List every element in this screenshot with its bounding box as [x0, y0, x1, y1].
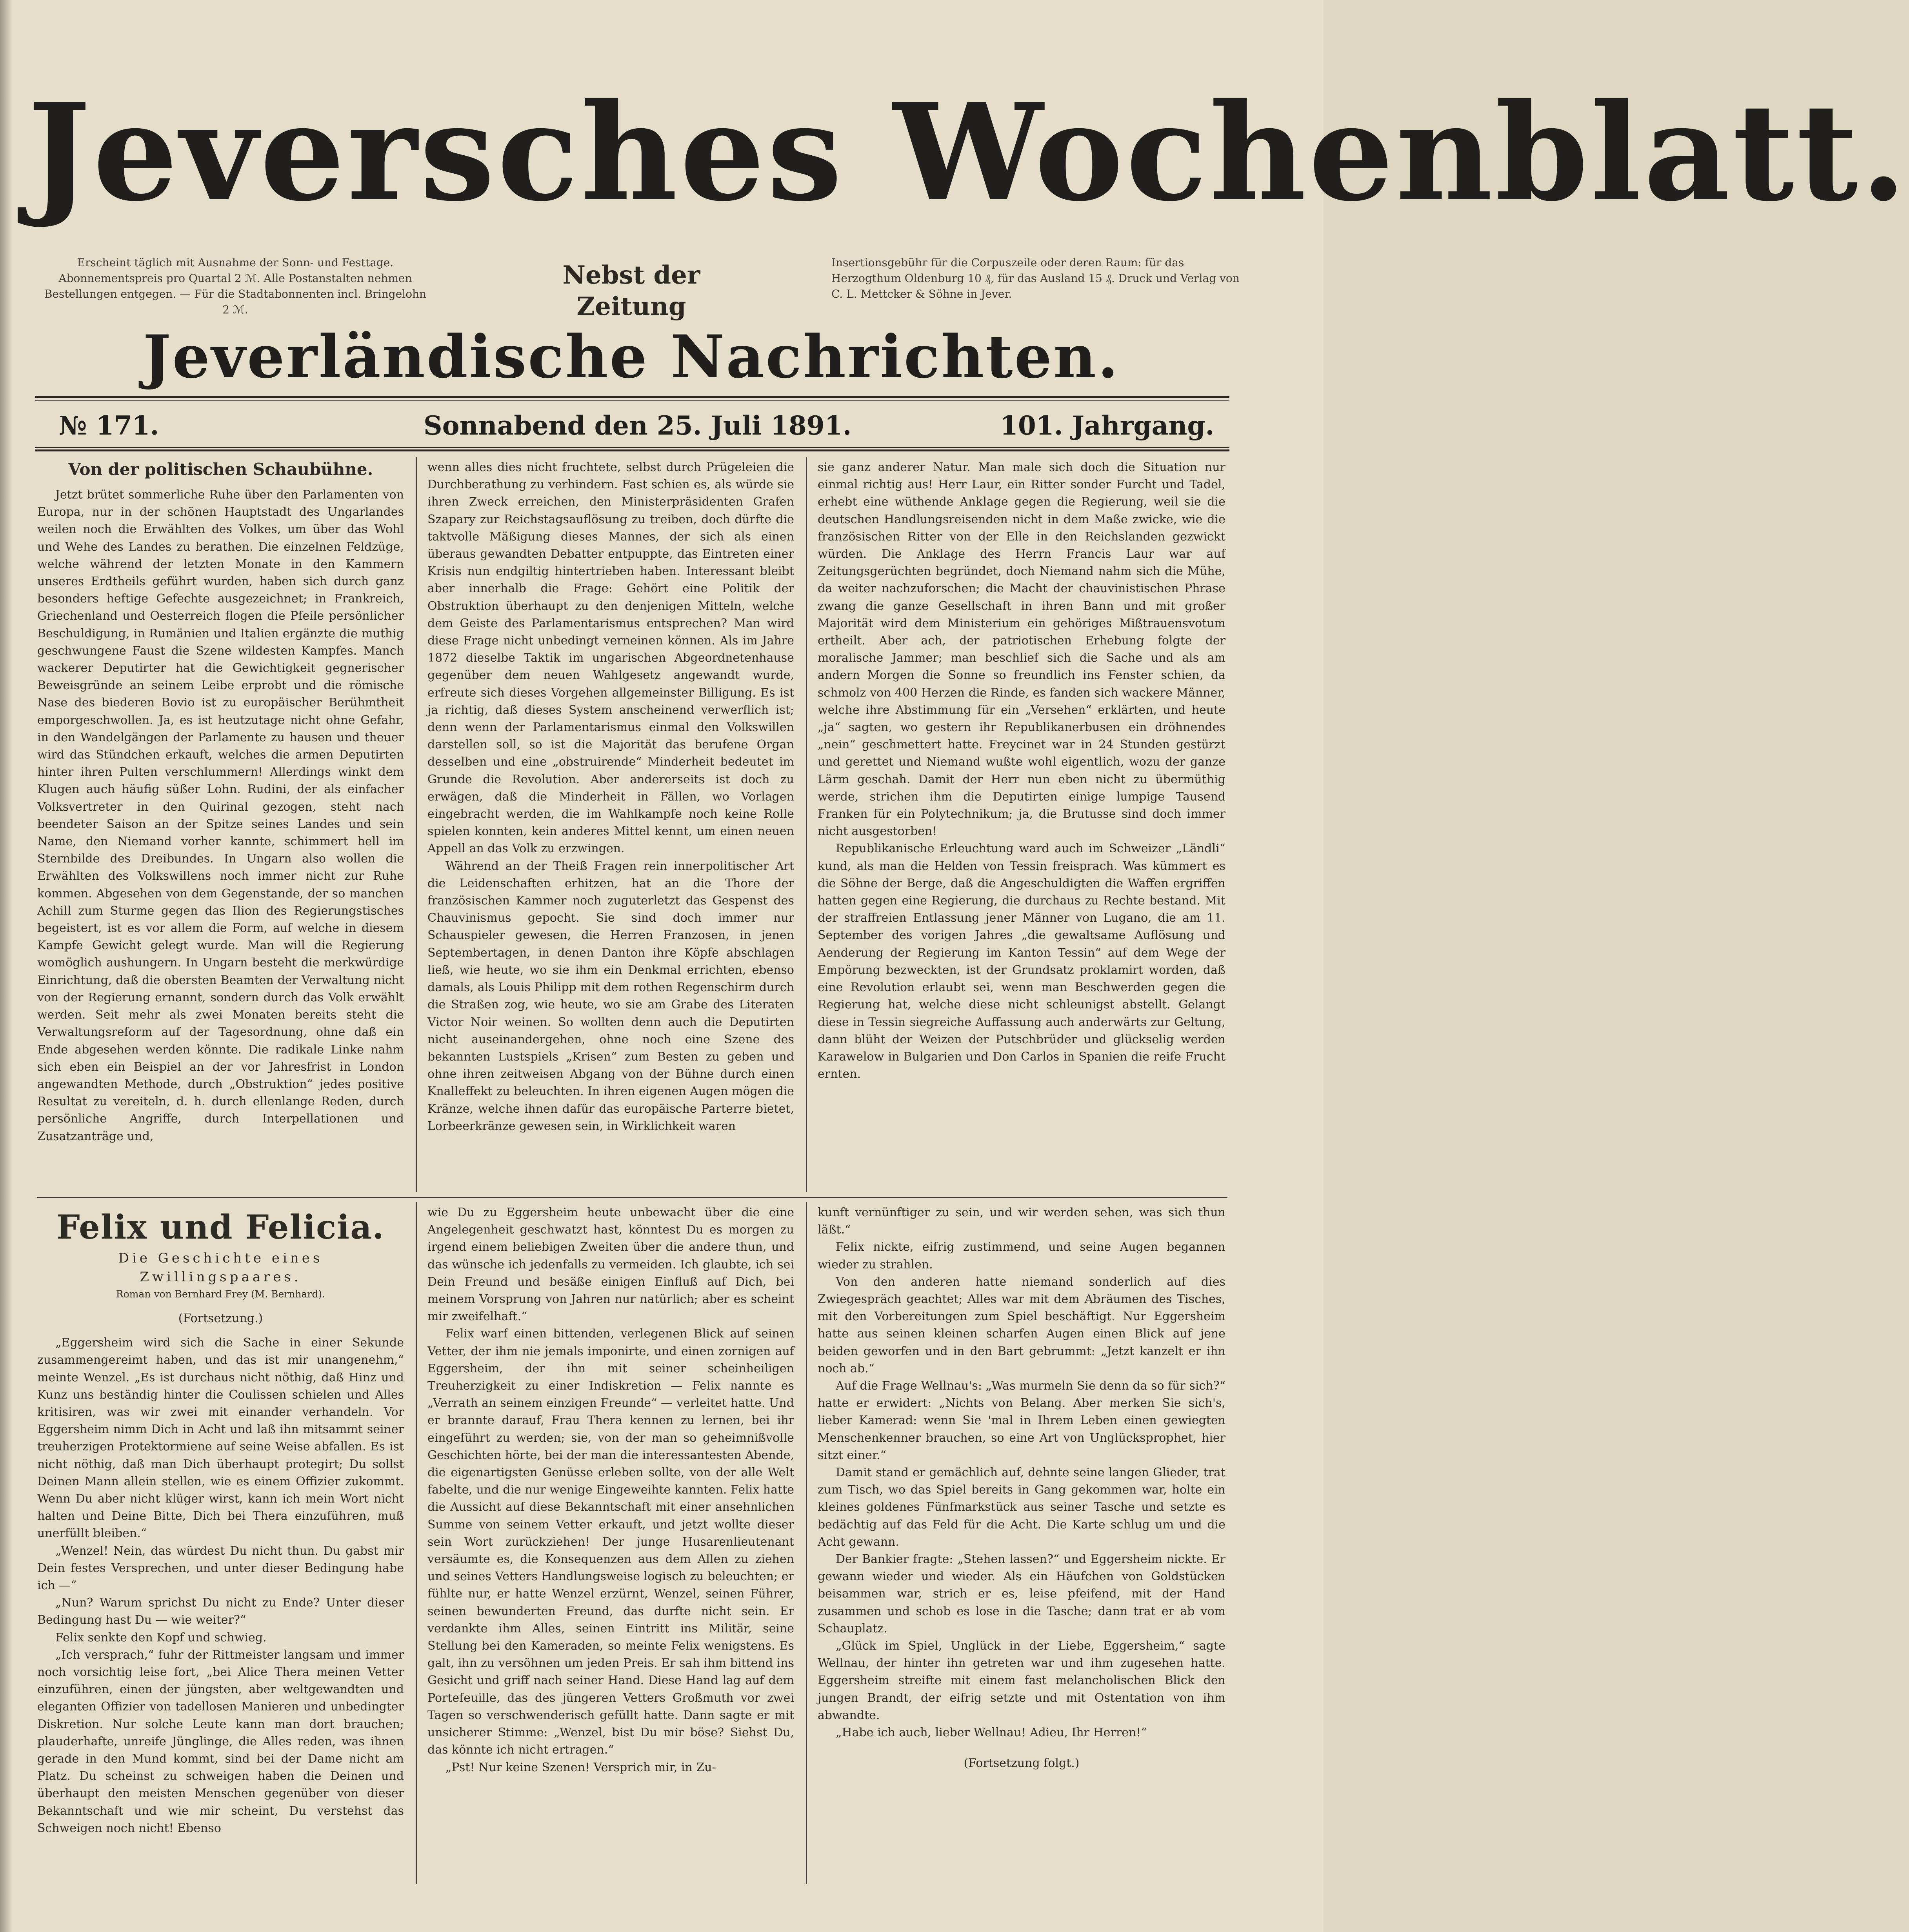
novel-author: Roman von Bernhard Frey (M. Bernhard).	[116, 1288, 325, 1300]
novel-column-3	[818, 1204, 1225, 1884]
article-text: sie ganz anderer Natur. Man male sich doch die Situation nur einmal richtig aus! Herr Laur, ein Ritter sonder Furcht und Tadel, erhebt eine wüthende Anklage gegen die Regierung, weil sie die deutschen Handlungsreisenden nicht in dem Maße zwicke, wie die französischen Ritter von der Elle in den Reichslanden gezwickt würden. Die Anklage des Herrn Francis Laur war auf Zeitungsgerüchten begründet, doch Niemand nahm sich die Mühe, da weiter nachzuforschen; die Macht der chauvinistischen Phrase zwang die ganze Gesellschaft in ihren Bann und mit großer Majorität wird dem Ministerium ein gehöriges Mißtrauensvotum ertheilt. Aber ach, der patriotischen Erhebung folgte der moralische Jammer; man beschlief sich die Sache und als am andern Morgen die Sonne so freundlich ins Fenster schien, da schmolz von 400 Herzen die Rinde, es fanden sich wackere Männer, welche ihre Abstimmung für ein „Versehen“ erklärten, und heute „ja“ sagten, wo gestern ihr Republikanerbusen ein dröhnendes „nein“ geschmettert hatte. Freycinet war in 24 Stunden gestürzt und gerettet und Niemand wußte wohl eigentlich, wozu der ganze Lärm geschah. Damit der Herr nun eben nicht zu übermüthig werde, strichen ihm die Deputirten einige lumpige Tausend Franken für ein Polytechnikum; ja, die Brutusse sind doch immer nicht ausgestorben!	[818, 460, 1225, 839]
novel-paragraph: Damit stand er gemächlich auf, dehnte seine langen Glieder, trat zum Tisch, wo das Spiel bereits in Gang gekommen war, holte ein kleines goldenes Fünfmarkstück aus seiner Tasche und setzte es bedächtig auf das Feld für die Acht. Die Karte schlug um und die Acht gewann.	[818, 1466, 1225, 1549]
masthead-subtitle: Jeverländische Nachrichten.	[143, 322, 1120, 391]
novel-paragraph: Felix warf einen bittenden, verlegenen Blick auf seinen Vetter, der ihm nie jemals imponirte, und einen zornigen auf Eggersheim, der ihn mit seiner scheinheiligen Treuherzigkeit zu einer Indiskretion — Felix nannte es „Verrath an seinem einzigen Freunde“ — verleitet hatte. Und er brannte darauf, Frau Thera kennen zu lernen, bei ihr eingeführt zu werden; sie, von der man so geheimnißvolle Geschichten hörte, bei der man die interessantesten Abende, die eigenartigsten Genüsse erleben sollte, von der alle Welt fabelte, und die nur wenige Eingeweihte kannten. Felix hatte die Aussicht auf diese Bekanntschaft mit einer ansehnlichen Summe von seinem Vetter erkauft, und jetzt wollte dieser sein Wort zurückziehen! Der junge Husarenlieutenant versäumte es, die Konsequenzen aus dem Allen zu ziehen und seines Vetters Handlungsweise logisch zu beleuchten; er fühlte nur, er hatte Wenzel erzürnt, Wenzel, seinen Führer, seinen bewunderten Freund, das durfte nicht sein. Er verdankte ihm Alles, seinen Eintritt ins Militär, seine Stellung bei den Kameraden, so meinte Felix wenigstens. Es galt, ihn zu versöhnen um jeden Preis. Er sah ihm bittend ins Gesicht und griff nach seiner Hand. Diese Hand lag auf dem Portefeuille, das des jüngeren Vetters Großmuth vor zwei Tagen so verschwenderisch gefüllt hatte. Dann sagte er mit unsicherer Stimme: „Wenzel, bist Du mir böse? Siehst Du, das könnte ich nicht ertragen.“	[427, 1327, 794, 1757]
article-column-1	[37, 456, 404, 1193]
novel-column-1	[37, 1202, 404, 1884]
section-divider	[37, 1197, 1227, 1198]
article-text: Während an der Theiß Fragen rein innerpolitischer Art die Leidenschaften erhitzen, hat an die Thore der französischen Kammer noch zuguterletzt das Gespenst des Chauvinismus gepocht. Sie sind doch immer nur Schauspieler gewesen, die Herren Franzosen, in jenen Septembertagen, in denen Danton ihre Köpfe abschlagen ließ, wie heute, wo sie ihm ein Denkmal errichten, ebenso damals, als Louis Philipp mit dem rothen Regenschirm durch die Straßen zog, wie heute, wo sie am Grabe des Literaten Victor Noir weinen. So wollten denn auch die Deputirten nicht auseinandergehen, ohne noch eine Szene des bekannten Lustspiels „Krisen“ zum Besten zu geben und ohne ihren zeitweisen Abgang von der Bühne durch einen Knalleffekt zu beleuchten. In ihren eigenen Augen mögen die Kränze, welche ihnen dafür das europäische Parterre bietet, Lorbeerkränze gewesen sein, in Wirklichkeit waren	[427, 859, 794, 1133]
article-text: wenn alles dies nicht fruchtete, selbst durch Prügeleien die Durchberathung zu verhindern. Fast schien es, als würde sie ihren Zweck erreichen, den Ministerpräsidenten Grafen Szapary zur Reichstagsauflösung zu treiben, doch dürfte die taktvolle Mäßigung dieses Mannes, der sich als einen überaus gewandten Debatter entpuppte, das Eintreten einer Krisis nun endgiltig hintertrieben haben. Interessant bleibt aber innerhalb die Frage: Gehört eine Politik der Obstruktion überhaupt zu den denjenigen Mitteln, welche dem Geiste des Parlamentarismus entsprechen? Man wird diese Frage nicht unbedingt verneinen können. Als im Jahre 1872 dieselbe Taktik im ungarischen Abgeordnetenhause gegenüber dem neuen Wahlgesetz angewandt wurde, erfreute sich dieses Vorgehen allgemeinster Billigung. Es ist ja richtig, daß dieses System anscheinend verwerflich ist; denn wenn der Parlamentarismus einmal den Volkswillen darstellen soll, so ist die Majorität das berufene Organ desselben und eine „obstruirende“ Minderheit bedeutet im Grunde die Revolution. Aber andererseits ist doch zu erwägen, daß die Minderheit in Fällen, wo Vorlagen eingebracht werden, die im Wahlkampfe noch keine Rolle spielen konnten, kein anderes Mittel kennt, um einen neuen Appell an das Volk zu erzwingen.	[427, 460, 794, 856]
article-text: Jetzt brütet sommerliche Ruhe über den Parlamenten von Europa, nur in der schönen Hauptstadt des Ungarlandes weilen noch die Erwählten des Volkes, um über das Wohl und Wehe des Landes zu berathen. Die einzelnen Feldzüge, welche während der letzten Monate in den Kammern unseres Erdtheils geführt wurden, haben sich durch ganz besonders heftige Gefechte ausgezeichnet; in Frankreich, Griechenland und Oesterreich flogen die Pfeile persönlicher Beschuldigung, in Rumänien und Italien ergänzte die muthig geschwungene Faust die Szene wildesten Kampfes. Manch wackerer Deputirter hat die Gewichtigkeit gegnerischer Beweisgründe an seinem Leibe erprobt und die römische Nase des biederen Bovio ist zu europäischer Berühmtheit emporgeschwollen. Ja, es ist heutzutage nicht ohne Gefahr, in den Wandelgängen der Parlamente zu hausen und theuer wird das Stündchen erkauft, welches die armen Deputirten hinter ihren Pulten verschlummern! Allerdings winkt dem Klugen auch häufig süßer Lohn. Rudini, der als einfacher Volksvertreter in den Quirinal gezogen, steht nach beendeter Saison an der Spitze seines Landes und sein Name, den Niemand vorher kannte, schimmert hell im Sternbilde des Dreibundes. In Ungarn also wollen die Erwählten des Volkswillens noch immer nicht zur Ruhe kommen. Abgesehen von dem Gegenstande, der so manchen Achill zum Sturme gegen das Ilion des Regierungstisches begeistert, ist es vor allem die Form, auf welche in diesem Kampfe Gewicht gelegt wurde. Man will die Regierung womöglich aushungern. In Ungarn besteht die merkwürdige Einrichtung, daß die obersten Beamten der Verwaltung nicht von der Regierung ernannt, sondern durch das Volk erwählt werden. Seit mehr als zwei Monaten bereits steht die Verwaltungsreform auf der Tagesordnung, ohne daß ein Ende abgesehen werden könnte. Die radikale Linke nahm sich eben ein Beispiel an der vor Jahresfrist in London angewandten Methode, durch „Obstruktion“ jedes positive Resultat zu vereiteln, d. h. durch ellenlange Reden, durch persönliche Angriffe, durch Interpellationen und Zusatzanträge und,	[37, 488, 404, 1143]
novel-paragraph: „Glück im Spiel, Unglück in der Liebe, Eggersheim,“ sagte Wellnau, der hinter ihn getreten war und ihm zugesehen hatte. Eggersheim streifte mit einem fast melancholischen Blick den jungen Brandt, der eifrig setzte und mit Ostentation von ihm abwandte.	[818, 1639, 1225, 1722]
masthead-title: Jeversches Wochenblatt.	[27, 75, 1909, 231]
novel-paragraph: kunft vernünftiger zu sein, und wir werden sehen, was sich thun läßt.“	[818, 1206, 1225, 1237]
novel-paragraph: Auf die Frage Wellnau's: „Was murmeln Sie denn da so für sich?“ hatte er erwidert: „Nichts von Belang. Aber merken Sie sich's, lieber Kamerad: wenn Sie 'mal in Ihrem Leben einen gewiegten Menschenkenner brauchen, so eine Art von Unglücksprophet, hier sitzt einer.“	[818, 1379, 1225, 1462]
page-binding-edge	[0, 0, 13, 1932]
novel-paragraph: „Habe ich auch, lieber Wellnau! Adieu, Ihr Herren!“	[836, 1726, 1147, 1740]
article-headline: Von der politischen Schaubühne.	[68, 460, 373, 479]
masthead-tagline: Nebst der Zeitung	[562, 260, 700, 321]
dateline	[35, 404, 1229, 447]
novel-paragraph: „Nun? Warum sprichst Du nicht zu Ende? Unter dieser Bedingung hast Du — wie weiter?“	[37, 1596, 404, 1627]
continuation-note: (Fortsetzung.)	[178, 1312, 263, 1325]
column-divider	[806, 1202, 807, 1884]
article-text: Republikanische Erleuchtung ward auch im Schweizer „Ländli“ kund, als man die Helden von Tessin freisprach. Was kümmert es die Söhne der Berge, daß die Angeschuldigten die Waffen ergriffen hatten gegen eine Regierung, die durchaus zu Rechte bestand. Mit der straffreien Entlassung jener Männer von Lugano, die am 11. September des vorigen Jahres „die gewaltsame Auflösung und Aenderung der Regierung im Kanton Tessin“ auf dem Wege der Empörung bezweckten, ist der Grundsatz proklamirt worden, daß eine Revolution erlaubt sei, wenn man Beschwerden gegen die Regierung hat, welche diese nicht schleunigst abstellt. Gelangt diese in Tessin siegreiche Auffassung auch anderwärts zur Geltung, dann blüht der Weizen der Putschbrüder und glückselig werden Karawelow in Bulgarien und Don Carlos in Spanien die reife Frucht ernten.	[818, 842, 1225, 1081]
top-rule-thin	[35, 400, 1229, 401]
novel-paragraph: Von den anderen hatte niemand sonderlich auf dies Zwiegespräch geachtet; Alles war mit dem Abräumen des Tisches, mit den Vorbereitungen zum Spiel beschäftigt. Nur Eggersheim hatte aus seinen kleinen scharfen Augen einen Blick auf jene beiden geworfen und in den Bart gebrummt: „Jetzt kanzelt er ihn noch ab.“	[818, 1275, 1225, 1375]
dateline-rule	[35, 449, 1229, 451]
novel-paragraph: „Ich versprach,“ fuhr der Rittmeister langsam und immer noch vorsichtig leise fort, „bei Alice Thera meinen Vetter einzuführen, einen der jüngsten, aber weltgewandten und eleganten Offizier von tadellosen Manieren und unbedingter Diskretion. Nur solche Leute kann man dort brauchen; plauderhafte, unreife Jünglinge, die Alles reden, was ihnen gerade in den Mund kommt, sind bei der Dame nicht am Platz. Du scheinst zu schweigen haben die Deinen und überhaupt den meisten Menschen gegenüber von dieser Bekanntschaft und wie mir scheint, Du verstehst das Schweigen noch nicht! Ebenso	[37, 1648, 404, 1835]
issue-date: Sonnabend den 25. Juli 1891.	[424, 410, 852, 441]
top-rule	[35, 396, 1229, 398]
novel-paragraph: „Wenzel! Nein, das würdest Du nicht thun. Du gabst mir Dein festes Versprechen, und unter dieser Bedingung habe ich —“	[37, 1544, 404, 1593]
novel-paragraph: Der Bankier fragte: „Stehen lassen?“ und Eggersheim nickte. Er gewann wieder und wieder. Als ein Häufchen von Goldstücken beisammen war, strich er es, leise pfeifend, mit der Hand zusammen und schob es lose in die Tasche; dann trat er ab vom Schauplatz.	[818, 1552, 1225, 1635]
novel-subtitle: Die Geschichte eines Zwillingspaares.	[118, 1250, 323, 1285]
issue-volume: 101. Jahrgang.	[1000, 410, 1214, 441]
novel-column-2	[427, 1204, 794, 1884]
novel-title: Felix und Felicia.	[56, 1208, 385, 1246]
novel-paragraph: „Eggersheim wird sich die Sache in einer Sekunde zusammengereimt haben, und das ist mir unangenehm,“ meinte Wenzel. „Es ist durchaus nicht nöthig, daß Hinz und Kunz uns beständig hinter die Coulissen schielen und Alles kritisiren, was wir zwei mit einander verhandeln. Vor Eggersheim nimm Dich in Acht und laß ihn mitsammt seiner treuherzigen Protektormiene auf seine Weise abfallen. Es ist nicht nöthig, daß man Dich überhaupt protegirt; Du sollst Deinen Mann allein stellen, wie es einem Offizier zukommt. Wenn Du aber nicht klüger wirst, kann ich mein Wort nicht halten und Deine Bitte, Dich bei Thera einzuführen, muß unerfüllt bleiben.“	[37, 1336, 404, 1541]
novel-paragraph: Felix senkte den Kopf und schwieg.	[55, 1630, 267, 1645]
issue-number: № 171.	[59, 410, 159, 441]
article-column-3	[818, 459, 1225, 1192]
column-divider	[806, 457, 807, 1192]
column-divider	[416, 457, 417, 1192]
subscription-info: Erscheint täglich mit Ausnahme der Sonn- und Festtage. Abonnementspreis pro Quartal 2 ℳ. Alle Postanstalten nehmen Bestellungen entgegen. — Für die Stadtabonnenten incl. Bringelohn 2 ℳ.	[44, 256, 427, 316]
dateline-rule-thin	[35, 447, 1229, 448]
to-be-continued-note: (Fortsetzung folgt.)	[964, 1756, 1080, 1770]
column-divider	[416, 1202, 417, 1884]
article-column-2	[427, 459, 794, 1192]
novel-paragraph: Felix nickte, eifrig zustimmend, und seine Augen begannen wieder zu strahlen.	[818, 1240, 1225, 1272]
advertising-info: Insertionsgebühr für die Corpuszeile oder deren Raum: für das Herzogthum Oldenburg 10 ₰, für das Ausland 15 ₰. Druck und Verlag von C. L. Mettcker & Söhne in Jever.	[831, 256, 1240, 300]
novel-paragraph: „Pst! Nur keine Szenen! Versprich mir, in Zu-	[445, 1760, 716, 1774]
novel-paragraph: wie Du zu Eggersheim heute unbewacht über die eine Angelegenheit geschwatzt hast, könntest Du es morgen zu irgend einem beliebigen Zweiten über die andere thun, und das wünsche ich jedenfalls zu vermeiden. Ich glaubte, ich sei Dein Freund und besäße einigen Einfluß auf Dich, bei meinem Vorsprung von Jahren nur natürlich; aber es scheint mir zweifelhaft.“	[427, 1206, 794, 1324]
